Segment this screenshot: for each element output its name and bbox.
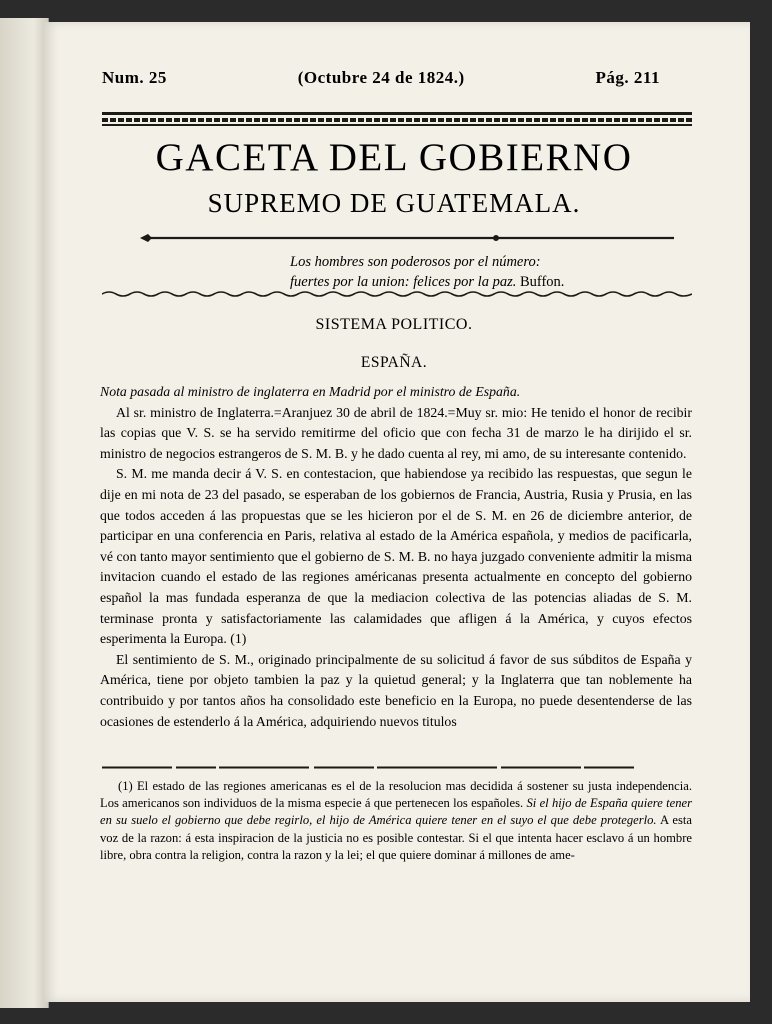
wavy-rule (102, 290, 692, 298)
section-heading-sistema: SISTEMA POLITICO. (315, 316, 473, 333)
footnote-rule (102, 766, 692, 769)
page-number: Pág. 211 (595, 68, 660, 87)
top-rule-lower (102, 124, 692, 126)
top-rule (102, 112, 692, 115)
article-body (100, 382, 692, 732)
issue-date: (Octubre 24 de 1824.) (297, 68, 465, 87)
article-paragraph-1: Al sr. ministro de Inglaterra.=Aranjuez 30 de abril de 1824.=Muy sr. mio: He tenido el honor de recibir las copias que V. S. se ha servido remitirme del oficio que con fecha 31 de marzo le ha dirijido el sr. ministro de negocios estrangeros de S. M. B. y he dado cuenta al rey, mi amo, de su interesante contenido. (100, 404, 692, 461)
article-paragraph-3: El sentimiento de S. M., originado principalmente de su solicitud á favor de sus súbditos de España y América, tiene por objeto tambien la paz y la quietud general; y la Inglaterra que tan noblemente ha contribuido y por tantos años ha consolidado este beneficio en la Europa, no puede desentenderse de las ocasiones de estenderlo á la América, adquiriendo nuevos titulos (100, 651, 692, 729)
epigraph-line-2: fuertes por la union: felices por la paz. Buffon. (290, 274, 565, 290)
issue-number: Num. 25 (102, 68, 167, 87)
epigraph-author: Buffon. (519, 274, 565, 290)
footnote-italic: Si el hijo de España quiere tener en su suelo el gobierno que debe regirlo, el hijo de América quiere tener en el suyo el que debe protegerlo. (100, 796, 692, 828)
ornamental-rule (140, 232, 680, 244)
newspaper-title: GACETA DEL GOBIERNO (155, 136, 633, 179)
top-rule-dotted (102, 118, 692, 122)
adjacent-page-edge (0, 18, 49, 1008)
article-lead: Nota pasada al ministro de inglaterra en Madrid por el ministro de España. (100, 384, 521, 399)
article-paragraph-2: S. M. me manda decir á V. S. en contestacion, que habiendose ya recibido las respuestas, que segun le dije en mi nota de 23 del pasado, se esperaban de los gobiernos de Francia, Austria, Rusia y Prusia, en las que todos acceden á las propuestas que se les hicieron por el de S. M. en 26 de diciembre anterior, de participar en una conferencia en Paris, relativa al estado de la América española, y medios de pacificarla, vé con tanto mayor sentimiento que el gobierno de S. M. B. no haya juzgado conveniente admitir la misma invitacion cuando el estado de las regiones américanas presenta actualmente en concepto del gobierno español la mas fundada esperanza de que la mediacion colectiva de las potencias aliadas de S. M. terminase pronta y satisfactoriamente las calamidades que afligen á la América, y cuyos efectos esperimenta la Europa. (1) (100, 466, 692, 647)
epigraph-line-1: Los hombres son poderosos por el número: (290, 254, 541, 270)
epigraph (290, 252, 690, 292)
masthead-header-row (102, 68, 660, 88)
newspaper-subtitle: SUPREMO DE GUATEMALA. (207, 188, 581, 218)
footnote-text: (1) El estado de las regiones americanas es el de la resolucion mas decidida á sostener su justa independencia. Los americanos son individuos de la misma especie á que pertenecen los españoles. Si el hijo de España quiere tener en su suelo el gobierno que debe regirlo, el hijo de América quiere tener en el suyo el que debe protegerlo. A esta voz de la razon: á esta inspiracion de la justicia no es posible contestar. Si el que intenta hacer esclavo á un hombre libre, obra contra la religion, contra la razon y la lei; el que quiere dominar á millones de ame- (100, 779, 692, 862)
footnote (100, 778, 692, 864)
section-heading-espana: ESPAÑA. (360, 354, 428, 371)
